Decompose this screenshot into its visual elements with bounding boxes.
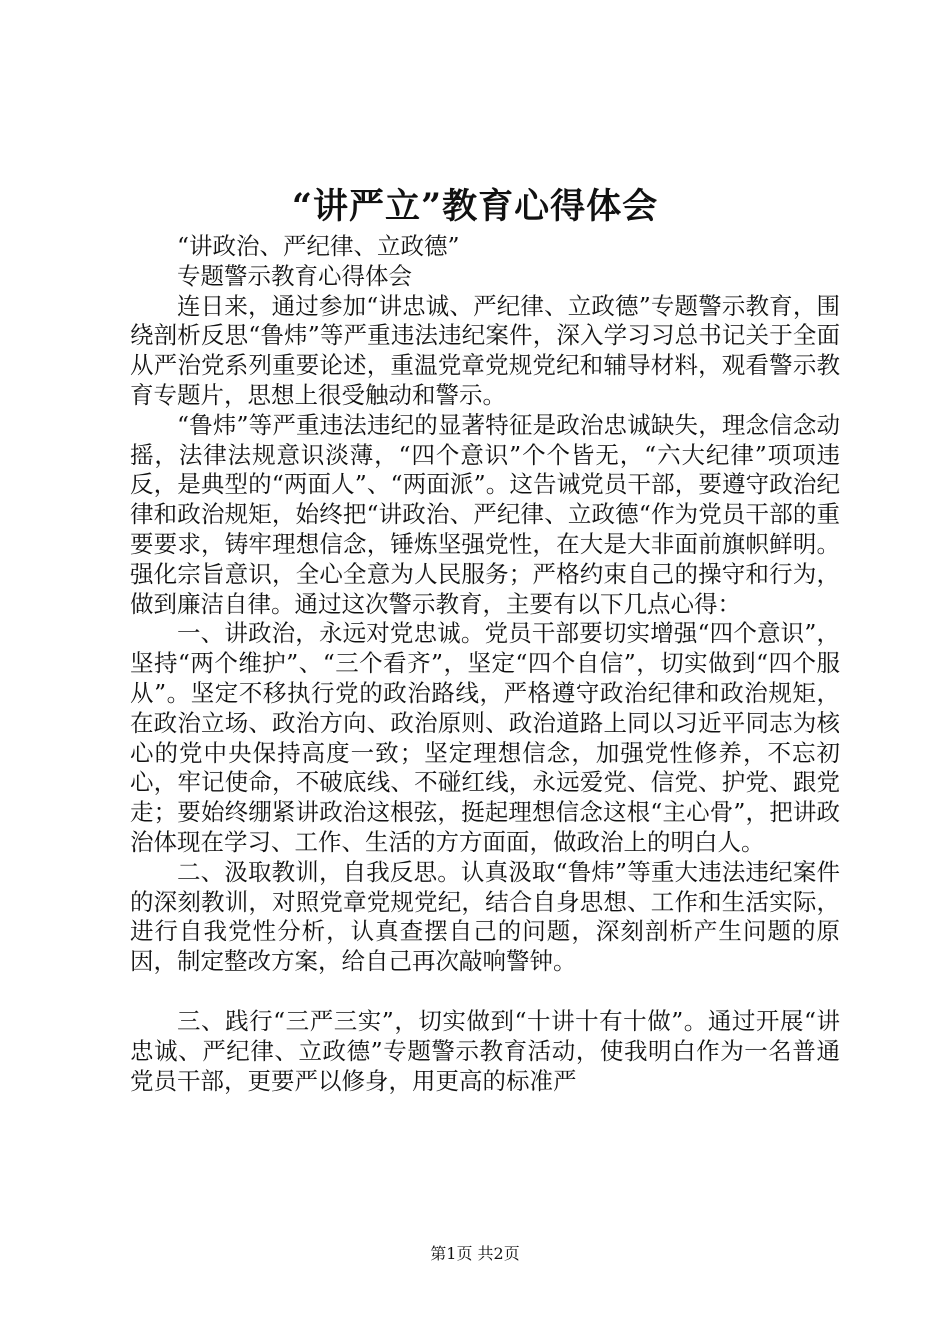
paragraph-analysis: “鲁炜”等严重违法违纪的显著特征是政治忠诚缺失，理念信念动摇，法律法规意识淡薄，“四个意识”个个皆无，“六大纪律”项项违反，是典型的“两面人”、“两面派”。这告诫党员干部，要遵守政治纪律和政治规矩，始终把“讲政治、严纪律、立政德“作为党员干部的重要要求，铸牢理想信念，锤炼坚强党性，在大是大非面前旗帜鲜明。强化宗旨意识，全心全意为人民服务；严格约束自己的操守和行为，做到廉洁自律。通过这次警示教育，主要有以下几点心得： (130, 410, 840, 618)
paragraph-intro: 连日来，通过参加“讲忠诚、严纪律、立政德”专题警示教育，围绕剖析反思“鲁炜”等严重违法违纪案件，深入学习习总书记关于全面从严治党系列重要论述，重温党章党规党纪和辅导材料，观看警示教育专题片，思想上很受触动和警示。 (130, 291, 840, 409)
page-number-footer: 第1页 共2页 (430, 1244, 520, 1263)
document-body (130, 232, 840, 1096)
subtitle-line-1: “讲政治、严纪律、立政德” (177, 232, 460, 260)
paragraph-point-3: 三、践行“三严三实”，切实做到“十讲十有十做”。通过开展“讲忠诚、严纪律、立政德”专题警示教育活动，使我明白作为一名普通党员干部，更要严以修身，用更高的标准严 (130, 1006, 840, 1095)
document-title: “讲严立”教育心得体会 (291, 186, 659, 227)
subtitle-line-2: 专题警示教育心得体会 (177, 261, 412, 290)
paragraph-point-2: 二、汲取教训，自我反思。认真汲取“鲁炜”等重大违法违纪案件的深刻教训，对照党章党规党纪，结合自身思想、工作和生活实际，进行自我党性分析，认真查摆自己的问题，深刻剖析产生问题的原因，制定整改方案，给自己再次敲响警钟。 (130, 857, 840, 976)
paragraph-point-1: 一、讲政治，永远对党忠诚。党员干部要切实增强“四个意识”，坚持“两个维护”、“三个看齐”，坚定“四个自信”，切实做到“四个服从”。坚定不移执行党的政治路线，严格遵守政治纪律和政治规矩，在政治立场、政治方向、政治原则、政治道路上同以习近平同志为核心的党中央保持高度一致；坚定理想信念，加强党性修养，不忘初心，牢记使命，不破底线、不碰红线，永远爱党、信党、护党、跟党走；要始终绷紧讲政治这根弦，挺起理想信念这根“主心骨”，把讲政治体现在学习、工作、生活的方方面面，做政治上的明白人。 (130, 619, 840, 856)
